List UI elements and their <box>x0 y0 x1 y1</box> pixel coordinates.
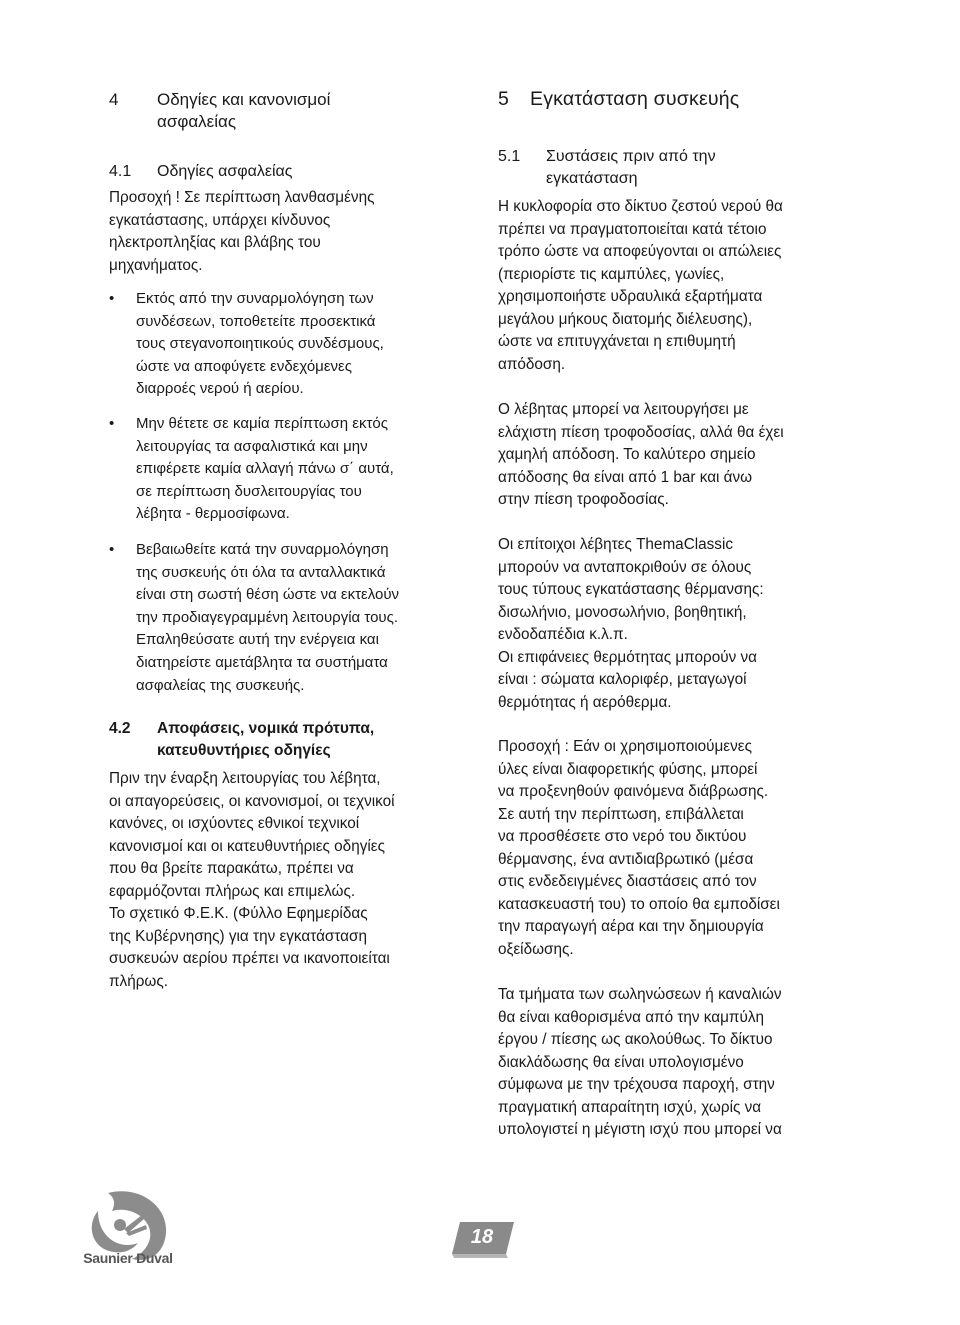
text-line: την προδιαγεγραμμένη λειτουργία τους. <box>136 608 399 626</box>
text-line: να προσθέσετε στο νερό του δικτύου <box>498 828 747 845</box>
section-number: 5 <box>498 88 510 110</box>
text-line: υπολογιστεί η μέγιστη ισχύ που μπορεί να <box>498 1121 782 1138</box>
text-line: επιφέρετε καμία αλλαγή πάνω σ΄ αυτά, <box>136 460 394 478</box>
text-line: Επαληθεύσατε αυτή την ενέργεια και <box>136 631 379 649</box>
section-title-line: Οδηγίες και κανονισμοί <box>157 90 331 109</box>
text-line: Το σχετικό Φ.Ε.Κ. (Φύλλο Εφημερίδας <box>109 905 368 922</box>
section-title: Εγκατάσταση συσκευής <box>530 88 740 110</box>
paragraph-installation-types <box>498 534 863 714</box>
text-line: στις ενδεδειγμένες διαστάσεις από τον <box>498 873 757 890</box>
text-line: την παραγωγή αέρα και την δημιουργία <box>498 918 764 935</box>
text-line: (περιορίστε τις καμπύλες, γωνίες, <box>498 265 725 283</box>
bullet-marker: • <box>109 541 115 558</box>
text-line: διαρροές νερού ή αερίου. <box>136 380 304 398</box>
text-line: Πριν την έναρξη λειτουργίας του λέβητα, <box>109 770 381 787</box>
text-line: ενδοδαπέδια κ.λ.π. <box>498 626 628 643</box>
text-line: Η κυκλοφορία στο δίκτυο ζεστού νερού θα <box>498 198 783 215</box>
text-line: πρέπει να πραγματοποιείται κατά τέτοιο <box>498 220 767 238</box>
text-line: Προσοχή ! Σε περίπτωση λανθασμένης <box>109 189 375 206</box>
text-line: ελάχιστη πίεση τροφοδοσίας, αλλά θα έχει <box>498 423 784 441</box>
text-line: δισωλήνιο, μονοσωλήνιο, βοηθητική, <box>498 603 747 621</box>
text-line: μηχανήματος. <box>109 256 203 274</box>
text-line: θερμότητας ή αερόθερμα. <box>498 693 672 711</box>
text-line: μεγάλου μήκους διατομής διέλευσης), <box>498 310 753 328</box>
page-number: 18 <box>470 1226 494 1248</box>
text-line: συνδέσεων, τοποθετείτε προσεκτικά <box>136 312 376 330</box>
text-line: πλήρως. <box>109 972 168 990</box>
subsection-title: Οδηγίες ασφαλείας <box>157 163 293 180</box>
text-line: σε περίπτωση δυσλειτουργίας του <box>136 482 362 500</box>
text-line: χαμηλή απόδοση. Το καλύτερο σημείο <box>498 446 756 463</box>
paragraph-corrosion <box>498 736 863 961</box>
text-line: να προξενηθούν φαινόμενα διάβρωσης. <box>498 783 769 800</box>
text-line: της συσκευής ότι όλα τα ανταλλακτικά <box>136 563 386 581</box>
text-line: κανόνες, οι ισχύοντες εθνικοί τεχνικοί <box>109 815 360 832</box>
text-line: οξείδωσης. <box>498 940 574 958</box>
text-line: ηλεκτροπληξίας και βλάβης του <box>109 234 321 251</box>
saunier-duval-logo-icon <box>68 1185 188 1285</box>
paragraph-warning <box>109 187 474 277</box>
text-line: χρησιμοποιήστε υδραυλικά εξαρτήματα <box>498 288 763 305</box>
text-line: τους τύπους εγκατάστασης θέρμανσης: <box>498 581 764 598</box>
text-line: μπορούν να ανταποκριθούν σε όλους <box>498 558 752 576</box>
text-line: Εκτός από την συναρμολόγηση των <box>136 290 374 307</box>
text-line: Μην θέτετε σε καμία περίπτωση εκτός <box>136 415 388 432</box>
section-number: 4 <box>109 90 119 109</box>
text-line: ώστε να επιτυγχάνεται η επιθυμητή <box>498 333 736 350</box>
text-line: διακλάδωσης θα είναι υπολογισμένο <box>498 1053 744 1071</box>
text-line: πραγματική απαραίτητη ισχύ, χωρίς να <box>498 1098 762 1116</box>
section-title-line: ασφαλείας <box>157 112 237 131</box>
text-line: της Κυβέρνησης) για την εγκατάσταση <box>109 927 367 945</box>
text-line: Ο λέβητας μπορεί να λειτουργήσει με <box>498 401 749 418</box>
text-line: συσκευών αερίου πρέπει να ικανοποιείται <box>109 950 390 967</box>
subsection-number: 4.1 <box>109 163 132 180</box>
text-line: είναι στη σωστή θέση ώστε να εκτελούν <box>136 586 400 604</box>
text-line: που θα βρείτε παρακάτω, πρέπει να <box>109 860 354 877</box>
subsection-title-line: Συστάσεις πριν από την <box>546 148 716 165</box>
text-line: θα είναι καθορισμένα από την καμπύλη <box>498 1008 764 1026</box>
paragraph-regulations <box>109 768 474 993</box>
text-line: εγκατάστασης, υπάρχει κίνδυνος <box>109 211 331 229</box>
bullet-marker: • <box>109 415 115 432</box>
subsection-number: 5.1 <box>498 148 521 165</box>
subsection-title-line: κατευθυντήριες οδηγίες <box>157 742 331 759</box>
text-line: Βεβαιωθείτε κατά την συναρμολόγηση <box>136 541 389 558</box>
text-line: θέρμανσης, ένα αντιδιαβρωτικό (μέσα <box>498 850 754 868</box>
subsection-title-line: Αποφάσεις, νομικά πρότυπα, <box>157 720 375 737</box>
text-line: λειτουργίας τα ασφαλιστικά και μην <box>136 437 368 455</box>
text-line: Οι επίτοιχοι λέβητες ThemaClassic <box>498 536 733 553</box>
text-line: Προσοχή : Εάν οι χρησιμοποιούμενες <box>498 738 752 755</box>
text-line: στην πίεση τροφοδοσίας. <box>498 491 669 508</box>
text-line: λέβητα - θερμοσίφωνα. <box>136 505 290 523</box>
text-line: κατασκευαστή του) το οποίο θα εμποδίσει <box>498 895 780 913</box>
text-line: ασφαλείας της συσκευής. <box>136 676 305 694</box>
text-line: απόδοσης θα είναι από 1 bar και άνω <box>498 468 753 486</box>
text-line: ώστε να αποφύγετε ενδεχόμενες <box>136 357 352 375</box>
text-line: οι απαγορεύσεις, οι κανονισμοί, οι τεχνικοί <box>109 792 395 810</box>
subsection-number: 4.2 <box>109 720 131 737</box>
text-line: τρόπο ώστε να αποφεύγονται οι απώλειες <box>498 243 782 260</box>
text-line: ύλες είναι διαφορετικής φύσης, μπορεί <box>498 760 758 778</box>
brand-name: Saunier Duval <box>83 1250 173 1266</box>
text-line: διατηρείστε αμετάβλητα τα συστήματα <box>136 653 388 671</box>
text-line: έργου / πίεσης ως ακολούθως. Το δίκτυο <box>498 1031 773 1048</box>
paragraph-pipes <box>498 984 863 1142</box>
text-line: Σε αυτή την περίπτωση, επιβάλλεται <box>498 805 744 823</box>
text-line: εφαρμόζονται πλήρως και επιμελώς. <box>109 882 356 900</box>
text-line: σύμφωνα με την τρέχουσα παροχή, στην <box>498 1076 775 1093</box>
paragraph-circulation <box>498 196 863 376</box>
subsection-title-line: εγκατάσταση <box>546 170 638 187</box>
paragraph-pressure <box>498 399 863 512</box>
text-line: κανονισμοί και οι κατευθυντήριες οδηγίες <box>109 837 385 855</box>
text-line: Τα τμήματα των σωληνώσεων ή καναλιών <box>498 986 782 1003</box>
text-line: τους στεγανοποιητικούς συνδέσμους, <box>136 335 384 353</box>
bullet-marker: • <box>109 290 115 307</box>
text-line: Οι επιφάνειες θερμότητας μπορούν να <box>498 648 757 666</box>
text-line: απόδοση. <box>498 355 566 373</box>
text-line: είναι : σώματα καλοριφέρ, μεταγωγοί <box>498 671 747 688</box>
